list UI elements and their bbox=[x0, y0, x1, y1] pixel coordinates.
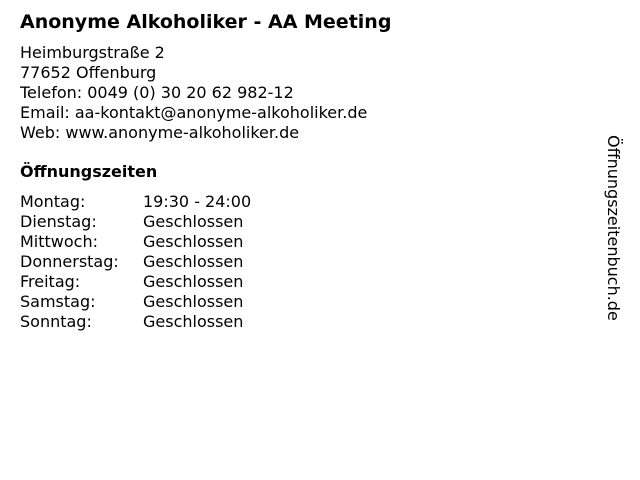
hours-row-friday bbox=[20, 272, 600, 292]
hours-time: Geschlossen bbox=[143, 232, 244, 251]
hours-day: Donnerstag: bbox=[20, 252, 119, 271]
brand-watermark: Öffnungszeitenbuch.de bbox=[604, 135, 623, 321]
business-title: Anonyme Alkoholiker - AA Meeting bbox=[20, 11, 392, 33]
hours-day: Freitag: bbox=[20, 272, 81, 291]
address-block bbox=[20, 43, 600, 143]
opening-hours-table bbox=[20, 192, 600, 332]
hours-row-sunday bbox=[20, 312, 600, 332]
hours-time: Geschlossen bbox=[143, 272, 244, 291]
hours-row-thursday bbox=[20, 252, 600, 272]
hours-time: Geschlossen bbox=[143, 312, 244, 331]
hours-time: Geschlossen bbox=[143, 212, 244, 231]
hours-row-wednesday bbox=[20, 232, 600, 252]
business-card bbox=[20, 10, 600, 332]
hours-row-tuesday bbox=[20, 212, 600, 232]
hours-time: Geschlossen bbox=[143, 252, 244, 271]
hours-row-monday bbox=[20, 192, 600, 212]
hours-time: Geschlossen bbox=[143, 292, 244, 311]
hours-day: Dienstag: bbox=[20, 212, 97, 231]
hours-day: Mittwoch: bbox=[20, 232, 98, 251]
opening-hours-heading: Öffnungszeiten bbox=[20, 162, 158, 181]
phone-number: Telefon: 0049 (0) 30 20 62 982-12 bbox=[20, 83, 294, 102]
city-address: 77652 Offenburg bbox=[20, 63, 157, 82]
street-address: Heimburgstraße 2 bbox=[20, 43, 165, 62]
hours-time: 19:30 - 24:00 bbox=[143, 192, 252, 211]
hours-row-saturday bbox=[20, 292, 600, 312]
website-address: Web: www.anonyme-alkoholiker.de bbox=[20, 123, 300, 142]
hours-day: Montag: bbox=[20, 192, 86, 211]
email-address: Email: aa-kontakt@anonyme-alkoholiker.de bbox=[20, 103, 368, 122]
hours-day: Sonntag: bbox=[20, 312, 92, 331]
hours-day: Samstag: bbox=[20, 292, 96, 311]
